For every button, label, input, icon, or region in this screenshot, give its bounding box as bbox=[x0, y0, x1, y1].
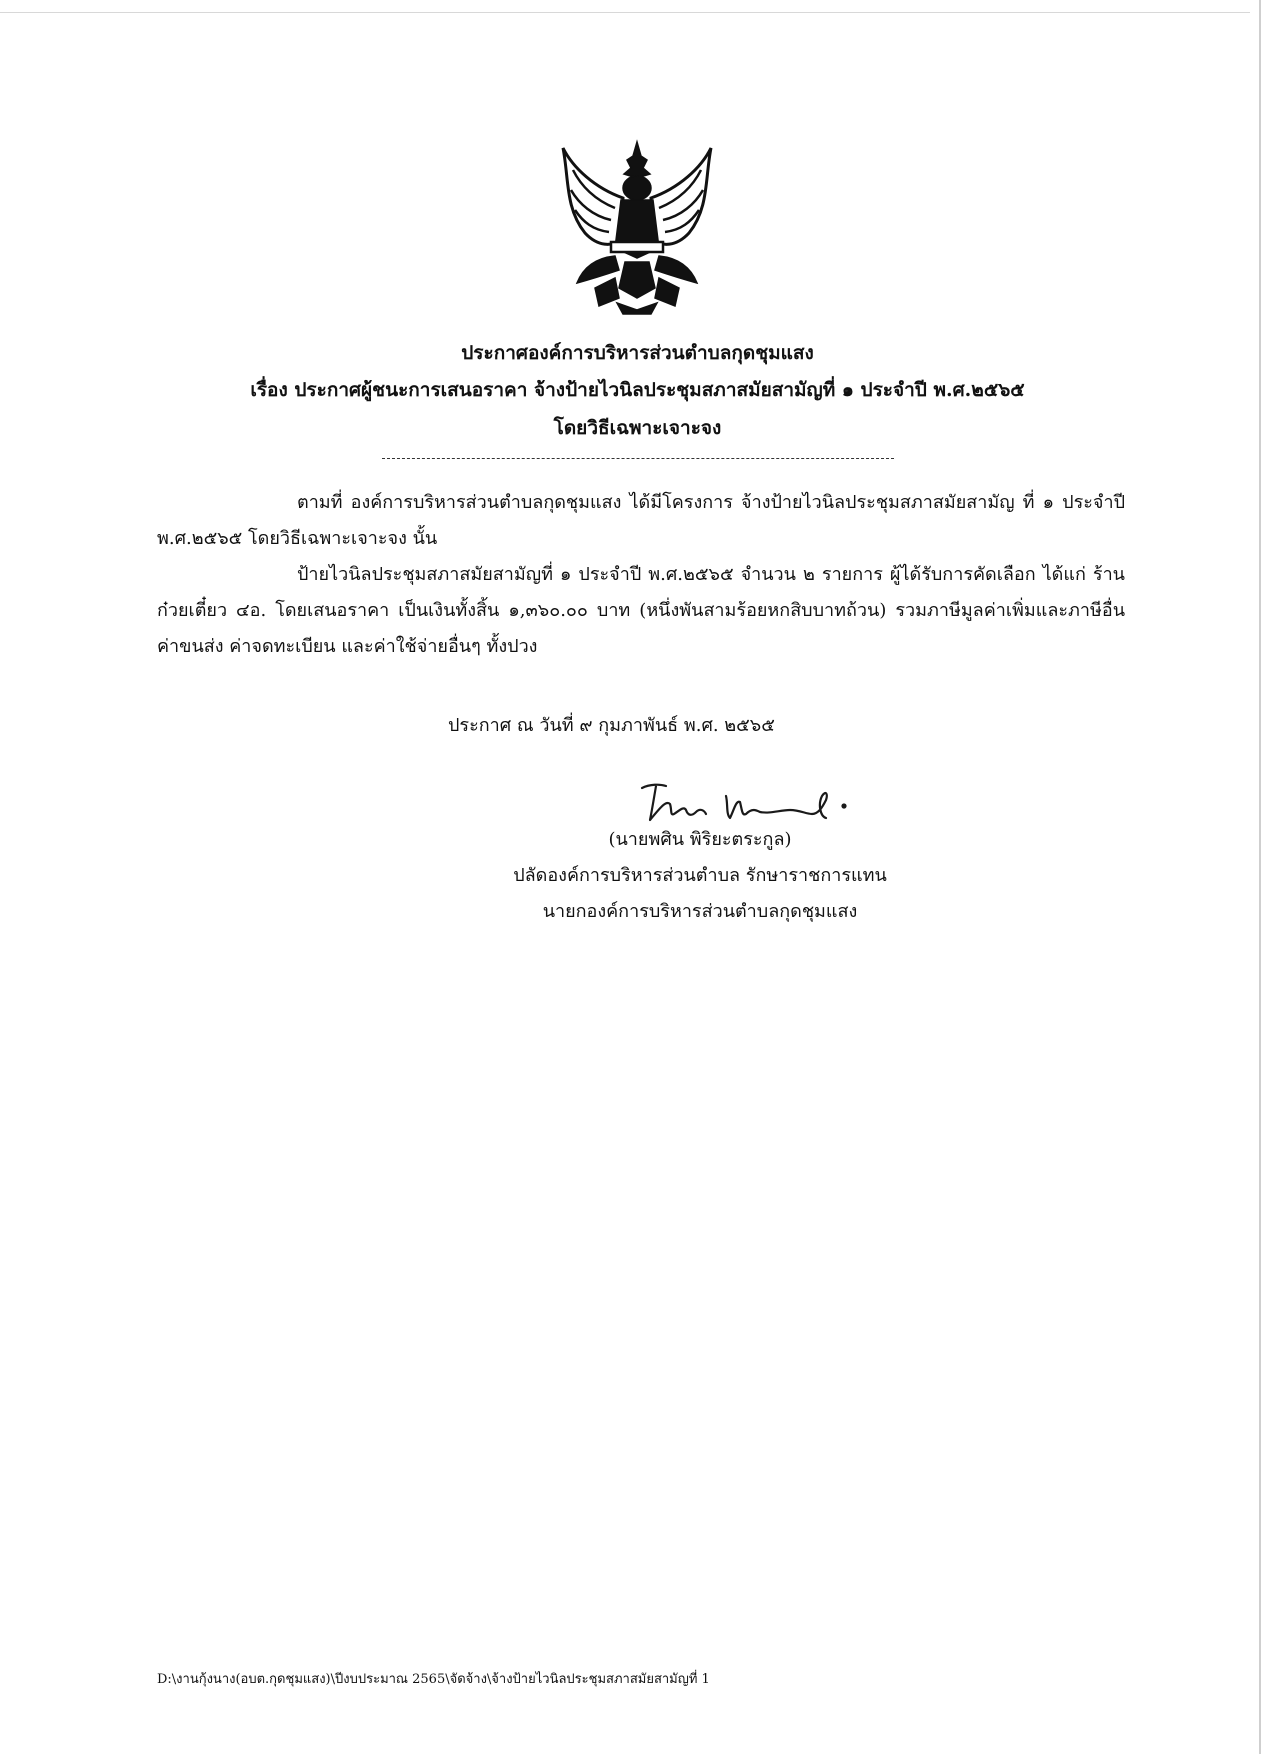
body-paragraph-2: ป้ายไวนิลประชุมสภาสมัยสามัญที่ ๑ ประจำปี พ.ศ.๒๕๖๕ จำนวน ๒ รายการ ผู้ได้รับการคัดเลือก ได้แก่ ร้านก๋วยเตี๋ยว ๔อ. โดยเสนอราคา เป็นเงินทั้งสิ้น ๑,๓๖๐.๐๐ บาท (หนึ่งพันสามร้อยหกสิบบาทถ้วน) รวมภาษีมูลค่าเพิ่มและภาษีอื่น ค่าขนส่ง ค่าจดทะเบียน และค่าใช้จ่ายอื่นๆ ทั้งปวง bbox=[157, 564, 1125, 657]
signer-position-line-2: นายกองค์การบริหารส่วนตำบลกุดชุมแสง bbox=[542, 901, 858, 922]
announcement-subject: เรื่อง ประกาศผู้ชนะการเสนอราคา จ้างป้ายไวนิลประชุมสภาสมัยสามัญที่ ๑ ประจำปี พ.ศ.๒๕๖๕ bbox=[250, 379, 1025, 401]
body-paragraph-1: ตามที่ องค์การบริหารส่วนตำบลกุดชุมแสง ได้มีโครงการ จ้างป้ายไวนิลประชุมสภาสมัยสามัญ ที่ ๑ ประจำปี พ.ศ.๒๕๖๕ โดยวิธีเฉพาะเจาะจง นั้น bbox=[157, 492, 1125, 549]
procurement-method: โดยวิธีเฉพาะเจาะจง bbox=[553, 417, 722, 439]
signature-block bbox=[420, 822, 980, 930]
dashed-divider bbox=[382, 458, 894, 459]
signer-name: (นายพศิน พิริยะตระกูล) bbox=[608, 829, 792, 850]
footer-file-path: D:\งานกุ้งนาง(อบต.กุดชุมแสง)\ปีงบประมาณ 2565\จัดจ้าง\จ้างป้ายไวนิลประชุมสภาสมัยสามัญที่ 1 bbox=[157, 1672, 710, 1687]
handwritten-signature-icon bbox=[630, 770, 920, 830]
scan-edge-right bbox=[1259, 0, 1261, 1754]
announcement-date: ประกาศ ณ วันที่ ๙ กุมภาพันธ์ พ.ศ. ๒๕๖๕ bbox=[448, 715, 775, 736]
scan-edge-top bbox=[0, 12, 1250, 13]
signer-position-line-1: ปลัดองค์การบริหารส่วนตำบล รักษาราชการแทน bbox=[513, 865, 887, 886]
garuda-emblem-icon bbox=[555, 138, 720, 316]
org-title: ประกาศองค์การบริหารส่วนตำบลกุดชุมแสง bbox=[461, 342, 814, 364]
